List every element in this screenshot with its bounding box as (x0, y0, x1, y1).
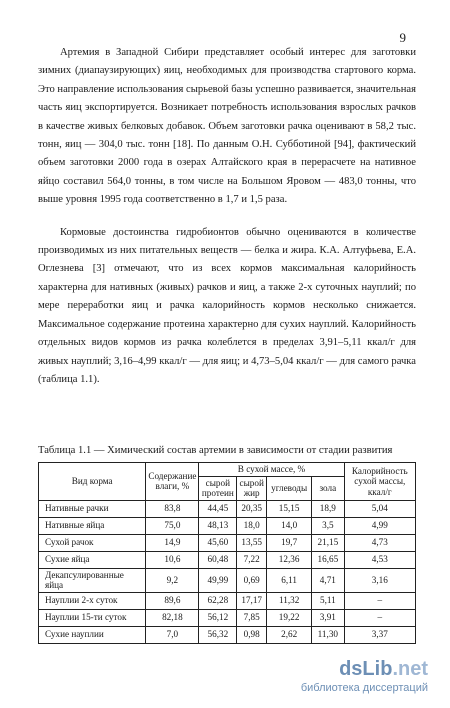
cell-feed-type: Науплии 15-ти суток (39, 609, 146, 626)
table-row (39, 609, 416, 626)
paragraph-2: Кормовые достоинства гидробионтов обычно оцениваются в количестве производимых из них питательных веществ — белка и жира. К.А. Алтуфьева, Е.А. Оглезнева [3] отмечают, что из всех кормов максимальная калорийность характерна для нативных (живых) рачков и яиц, а также 2-х суточных науплий; по мере переработки яиц и рачка калорийность кормов несколько снижается. Максимальное содержание протеина характерно для сухих науплий. Калорийность отдельных видов кормов из рачка колеблется в пределах 3,91–5,11 ккал/г для живых науплий; 3,16–4,99 ккал/г — для яиц; и 4,73–5,04 ккал/г — для самого рачка (таблица 1.1). (38, 226, 416, 385)
watermark-logo[interactable] (301, 658, 428, 680)
cell-calorie: 3,16 (344, 568, 415, 592)
table-header-row (39, 463, 416, 477)
cell-moisture: 89,6 (146, 592, 199, 609)
header-raw-fat: сырой жир (237, 476, 267, 500)
cell-ash: 16,65 (312, 551, 344, 568)
cell-ash: 18,9 (312, 500, 344, 517)
cell-calorie: 5,04 (344, 500, 415, 517)
cell-ash: 11,30 (312, 626, 344, 643)
header-carbs: углеводы (267, 476, 312, 500)
table-row (39, 626, 416, 643)
cell-carbs: 19,7 (267, 534, 312, 551)
cell-fat: 7,85 (237, 609, 267, 626)
header-feed-type: Вид корма (39, 463, 146, 501)
cell-feed-type: Сухой рачок (39, 534, 146, 551)
cell-moisture: 7,0 (146, 626, 199, 643)
cell-feed-type: Сухие науплии (39, 626, 146, 643)
table-row (39, 500, 416, 517)
cell-ash: 3,5 (312, 517, 344, 534)
cell-feed-type: Декапсулированные яйца (39, 568, 146, 592)
paragraph-1: Артемия в Западной Сибири представляет особый интерес для заготовки зимних (диапаузирующих) яиц, необходимых для производства стартового корма. Это направление использования сырьевой базы успешно развивается, значительная часть яиц экспортируется. Возникает потребность использования взрослых рачков в качестве живых белковых добавок. Объем заготовки рачка оценивают в 58,2 тыс. тонн, яиц — 304,0 тыс. тонн [18]. По данным О.Н. Субботиной [94], фактический объем заготовки 2000 года в озерах Алтайского края в перерасчете на нативное яйцо составил 564,0 тонны, в том числе на Большом Яровом — 483,0 тонны, что выше уровня 1995 года соответственно в 1,7 и 1,5 раза. (38, 47, 416, 206)
cell-carbs: 12,36 (267, 551, 312, 568)
cell-ash: 5,11 (312, 592, 344, 609)
table-row (39, 551, 416, 568)
cell-protein: 56,32 (199, 626, 237, 643)
cell-fat: 18,0 (237, 517, 267, 534)
cell-ash: 3,91 (312, 609, 344, 626)
cell-calorie: 4,99 (344, 517, 415, 534)
header-calorie: Калорийность сухой массы, ккал/г (344, 463, 415, 501)
header-ash: зола (312, 476, 344, 500)
watermark[interactable] (301, 658, 428, 694)
cell-carbs: 14,0 (267, 517, 312, 534)
cell-moisture: 75,0 (146, 517, 199, 534)
cell-carbs: 2,62 (267, 626, 312, 643)
cell-protein: 45,60 (199, 534, 237, 551)
cell-calorie: – (344, 592, 415, 609)
table-row (39, 592, 416, 609)
cell-carbs: 6,11 (267, 568, 312, 592)
table-row (39, 517, 416, 534)
header-dry-mass: В сухой массе, % (199, 463, 344, 477)
watermark-logo-suffix: .net (392, 658, 428, 680)
cell-protein: 48,13 (199, 517, 237, 534)
cell-fat: 13,55 (237, 534, 267, 551)
cell-protein: 62,28 (199, 592, 237, 609)
composition-table (38, 462, 416, 644)
cell-carbs: 15,15 (267, 500, 312, 517)
cell-moisture: 9,2 (146, 568, 199, 592)
cell-feed-type: Нативные рачки (39, 500, 146, 517)
cell-fat: 17,17 (237, 592, 267, 609)
cell-moisture: 10,6 (146, 551, 199, 568)
cell-calorie: 4,53 (344, 551, 415, 568)
cell-ash: 4,71 (312, 568, 344, 592)
header-raw-protein: сырой протеин (199, 476, 237, 500)
cell-feed-type: Нативные яйца (39, 517, 146, 534)
cell-moisture: 14,9 (146, 534, 199, 551)
header-moisture: Содержание влаги, % (146, 463, 199, 501)
cell-carbs: 11,32 (267, 592, 312, 609)
cell-protein: 60,48 (199, 551, 237, 568)
cell-protein: 44,45 (199, 500, 237, 517)
cell-ash: 21,15 (312, 534, 344, 551)
cell-fat: 7,22 (237, 551, 267, 568)
cell-moisture: 83,8 (146, 500, 199, 517)
table-caption: Таблица 1.1 — Химический состав артемии в зависимости от стадии развития (38, 445, 393, 456)
cell-moisture: 82,18 (146, 609, 199, 626)
watermark-logo-main: dsLib (339, 658, 393, 680)
cell-feed-type: Сухие яйца (39, 551, 146, 568)
cell-fat: 20,35 (237, 500, 267, 517)
table-row (39, 534, 416, 551)
page-number: 9 (399, 30, 406, 45)
cell-feed-type: Науплии 2-х суток (39, 592, 146, 609)
cell-protein: 56,12 (199, 609, 237, 626)
watermark-tagline: библиотека диссертаций (300, 682, 428, 694)
cell-fat: 0,69 (237, 568, 267, 592)
cell-carbs: 19,22 (267, 609, 312, 626)
cell-fat: 0,98 (237, 626, 267, 643)
body-text (38, 44, 416, 399)
cell-calorie: 4,73 (344, 534, 415, 551)
cell-calorie: 3,37 (344, 626, 415, 643)
cell-calorie: – (344, 609, 415, 626)
cell-protein: 49,99 (199, 568, 237, 592)
table-row (39, 568, 416, 592)
